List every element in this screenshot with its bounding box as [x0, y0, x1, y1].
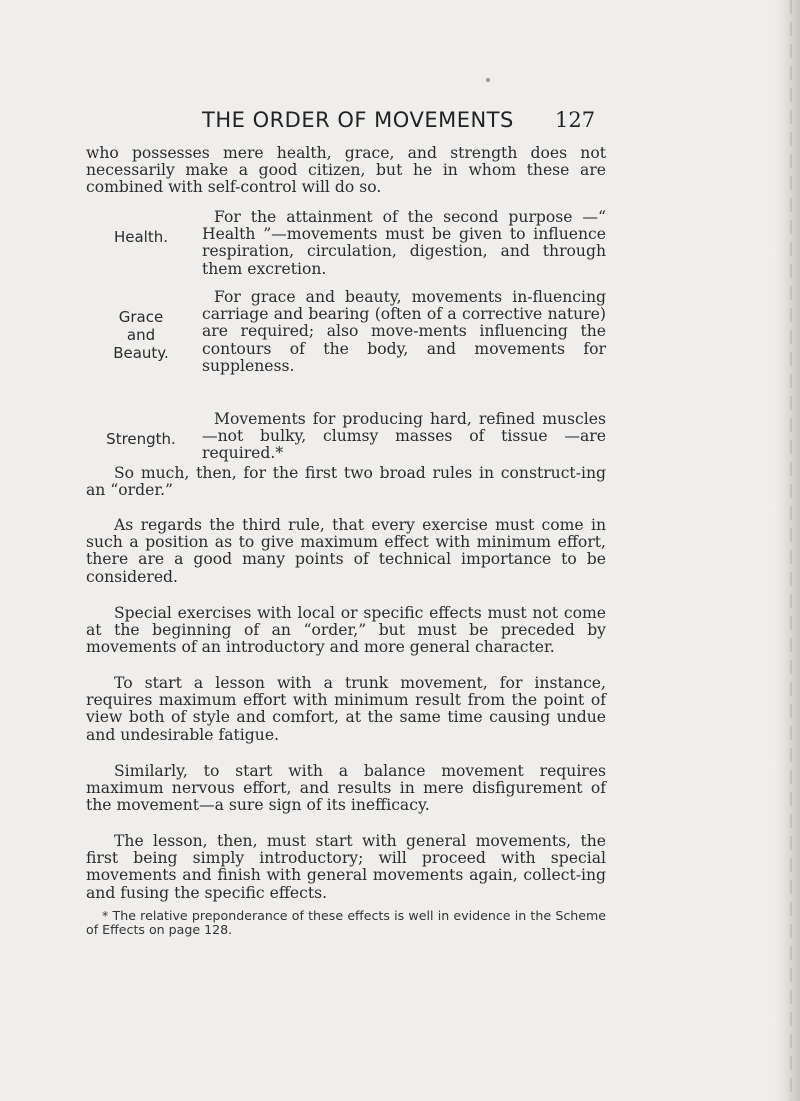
- running-title: THE ORDER OF MOVEMENTS: [202, 108, 514, 132]
- paragraph-1: So much, then, for the first two broad rules in construct-ing an “order.”: [86, 463, 606, 499]
- paragraph-grace-text: For grace and beauty, movements in-fluencing carriage and bearing (often of a corrective nature) are required; also move-ments influencing the contours of the body, and movements for suppleness.: [202, 287, 606, 376]
- ink-dot: [486, 78, 490, 82]
- margin-note-grace-beauty: [86, 308, 196, 362]
- margin-note-and: and: [126, 326, 156, 344]
- paragraph-strength-text: Movements for producing hard, refined muscles—not bulky, clumsy masses of tissue —are required.*: [202, 409, 606, 463]
- paragraph-health: [202, 209, 606, 279]
- page-edge: [774, 0, 800, 1101]
- margin-note-beauty: Beauty.: [113, 344, 169, 362]
- margin-note-health: Health.: [113, 228, 169, 246]
- paragraph-4: To start a lesson with a trunk movement, for instance, requires maximum effort with minimum result from the point of view both of style and comfort, at the same time causing undue and undesirable fatigue.: [86, 673, 606, 744]
- paragraph-5: Similarly, to start with a balance movement requires maximum nervous effort, and results in mere disfigurement of the movement—a sure sign of its inefficacy.: [86, 761, 606, 815]
- paragraph-3: Special exercises with local or specific effects must not come at the beginning of an “order,” but must be preceded by movements of an introductory and more general character.: [86, 603, 606, 657]
- paragraph-health-text: For the attainment of the second purpose —“ Health ”—movements must be given to influence respiration, circulation, digestion, and through them excretion.: [202, 207, 606, 278]
- margin-note-grace: Grace: [118, 308, 164, 326]
- paragraph-opening: who possesses mere health, grace, and strength does not necessarily make a good citizen, but he in whom these are combined with self-control will do so.: [86, 143, 606, 197]
- paragraph-2: As regards the third rule, that every exercise must come in such a position as to give maximum effect with minimum effort, there are a good many points of technical importance to be considered.: [86, 515, 606, 586]
- page-number: 127: [555, 108, 596, 132]
- paragraph-6: The lesson, then, must start with general movements, the first being simply introductory; will proceed with special movements and finish with general movements again, collect-ing and fusing the specific effects.: [86, 831, 606, 902]
- page-header: [0, 108, 800, 138]
- paragraph-strength: [202, 411, 606, 463]
- paragraph-grace: [202, 289, 606, 376]
- footnote: * The relative preponderance of these effects is well in evidence in the Scheme of Effects on page 128.: [86, 907, 606, 937]
- margin-note-strength: Strength.: [106, 430, 176, 448]
